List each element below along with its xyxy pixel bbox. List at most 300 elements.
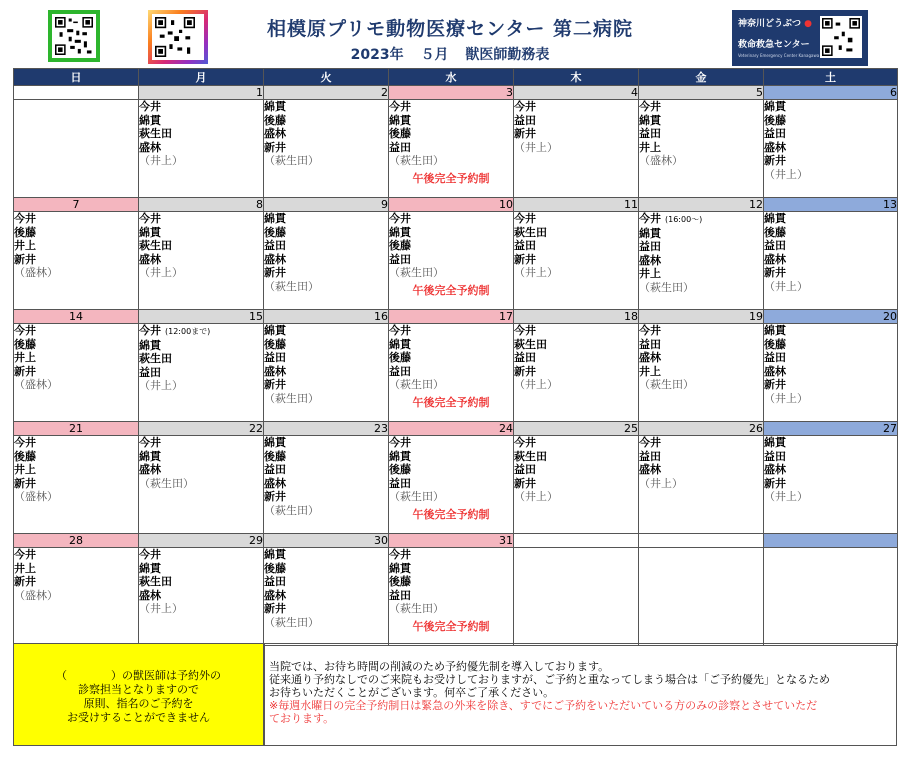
staff-row <box>14 548 898 646</box>
vet-name-text: 盛林 <box>639 351 661 365</box>
day-cell <box>514 212 639 310</box>
reservation-only-note: 午後完全予約制 <box>412 171 490 185</box>
vet-name-text: 綿貫 <box>389 449 411 463</box>
non-reservation-vet: （井上） <box>139 154 183 168</box>
vet-name <box>264 490 388 504</box>
vet-name-text: 萩生田 <box>139 575 172 589</box>
subtitle-label: 獣医師勤務表 <box>465 47 550 63</box>
vet-name <box>264 127 388 141</box>
vet-name <box>764 114 897 128</box>
vet-name <box>14 575 138 589</box>
date-row <box>14 198 898 212</box>
legend-line: （ ）の獣医師は予約外の <box>56 669 221 682</box>
non-reservation-vet: （萩生田） <box>264 391 319 405</box>
day-cell <box>14 548 139 646</box>
vet-name-text: 綿貫 <box>764 436 786 449</box>
vet-name-text: 益田 <box>264 239 286 253</box>
weekday-header-row <box>14 69 898 86</box>
vet-name-text: 綿貫 <box>264 212 286 225</box>
date-number: 28 <box>14 534 139 548</box>
vet-name-text: 今井 <box>14 324 36 337</box>
day-cell <box>639 100 764 198</box>
line-qr-code[interactable] <box>48 10 100 62</box>
vet-name-text: 盛林 <box>264 588 286 602</box>
vet-name-text: 今井 <box>14 436 36 449</box>
vet-name-text: 今井 <box>139 436 161 449</box>
non-reservation-vet: （井上） <box>514 140 558 154</box>
vet-name <box>764 226 897 240</box>
vet-name <box>14 338 138 352</box>
date-number: 4 <box>514 86 639 100</box>
vet-name <box>514 365 638 379</box>
instagram-qr-code[interactable] <box>148 10 208 64</box>
vet-name-text: 今井 <box>14 212 36 225</box>
badge-line-2: 救命救急センター <box>738 40 810 50</box>
vet-name-text: 盛林 <box>639 463 661 477</box>
vet-name <box>389 477 513 491</box>
vet-name-text: 益田 <box>389 476 411 490</box>
badge-line-3: Veterinary Emergency Center Kanagawa <box>738 53 820 58</box>
vet-name-text: 綿貫 <box>264 548 286 561</box>
vet-name <box>764 154 897 168</box>
vet-name <box>389 589 513 603</box>
emergency-qr-code[interactable] <box>820 16 862 58</box>
heart-icon: ● <box>804 19 813 29</box>
vet-name <box>264 365 388 379</box>
vet-name-text: 綿貫 <box>264 100 286 113</box>
vet-name <box>514 351 638 365</box>
vet-name-text: 綿貫 <box>139 561 161 575</box>
date-number: 15 <box>139 310 264 324</box>
month-label: ５月 <box>420 47 449 63</box>
vet-name <box>389 365 513 379</box>
vet-name-text: 綿貫 <box>139 113 161 127</box>
vet-name <box>389 226 513 240</box>
vet-name <box>139 548 263 562</box>
schedule-subtitle <box>300 44 600 64</box>
vet-name <box>264 562 388 576</box>
date-row <box>14 422 898 436</box>
date-number: 11 <box>514 198 639 212</box>
vet-name-text: 綿貫 <box>264 436 286 449</box>
staff-row <box>14 100 898 198</box>
date-number: 2 <box>264 86 389 100</box>
vet-name-text: 後藤 <box>264 561 286 575</box>
reservation-only-note: 午後完全予約制 <box>412 619 490 633</box>
vet-name <box>14 226 138 240</box>
vet-name-text: 今井 <box>389 548 411 561</box>
day-cell <box>264 436 389 534</box>
vet-name <box>514 114 638 128</box>
vet-name-text: 今井 <box>389 324 411 337</box>
vet-name-text: 後藤 <box>264 337 286 351</box>
vet-name-text: 新井 <box>14 252 36 266</box>
date-number <box>514 534 639 548</box>
vet-name <box>264 548 388 562</box>
vet-name <box>264 463 388 477</box>
vet-name-text: 綿貫 <box>389 337 411 351</box>
day-cell <box>514 324 639 422</box>
non-reservation-vet: （萩生田） <box>264 154 319 168</box>
weekday-5: 金 <box>639 69 764 86</box>
vet-name-text: 後藤 <box>764 113 786 127</box>
date-row <box>14 310 898 324</box>
day-cell <box>639 548 764 646</box>
vet-name <box>764 463 897 477</box>
vet-name-text: 益田 <box>514 113 536 127</box>
day-cell <box>139 212 264 310</box>
vet-name <box>514 436 638 450</box>
date-number: 10 <box>389 198 514 212</box>
year-label: 2023年 <box>350 47 404 63</box>
non-reservation-vet: （萩生田） <box>639 378 694 392</box>
vet-name-text: 益田 <box>389 588 411 602</box>
vet-name-text: 後藤 <box>14 449 36 463</box>
non-reservation-vet: （井上） <box>764 490 808 504</box>
vet-name-text: 今井 <box>139 324 161 337</box>
date-number: 30 <box>264 534 389 548</box>
vet-name-text: 今井 <box>139 212 161 225</box>
date-number: 26 <box>639 422 764 436</box>
vet-name-text: 今井 <box>514 100 536 113</box>
vet-name <box>14 324 138 338</box>
vet-name <box>389 212 513 226</box>
vet-name <box>389 436 513 450</box>
day-cell <box>14 212 139 310</box>
date-number <box>14 86 139 100</box>
date-number: 3 <box>389 86 514 100</box>
vet-name <box>14 436 138 450</box>
vet-name <box>514 100 638 114</box>
vet-name-text: 後藤 <box>14 225 36 239</box>
vet-name <box>389 450 513 464</box>
notice-line: 従来通り予約なしでのご来院もお受けしておりますが、ご予約と重なってしまう場合は「ご予約優先」となるため <box>269 673 830 686</box>
vet-name <box>389 351 513 365</box>
date-number: 21 <box>14 422 139 436</box>
non-reservation-vet: （萩生田） <box>264 615 319 629</box>
day-cell <box>14 324 139 422</box>
vet-name-text: 盛林 <box>764 364 786 378</box>
non-reservation-vet: （萩生田） <box>264 503 319 517</box>
vet-name-text: 今井 <box>514 212 536 225</box>
date-number: 17 <box>389 310 514 324</box>
vet-name <box>514 239 638 253</box>
day-cell <box>389 548 514 646</box>
vet-name <box>764 450 897 464</box>
vet-name-text: 益田 <box>764 127 786 141</box>
vet-name <box>639 212 763 227</box>
vet-name-text: 盛林 <box>764 252 786 266</box>
vet-name <box>639 463 763 477</box>
date-number <box>639 534 764 548</box>
vet-name-text: 益田 <box>639 337 661 351</box>
vet-name <box>764 239 897 253</box>
vet-name <box>514 324 638 338</box>
weekday-2: 火 <box>264 69 389 86</box>
vet-name <box>14 463 138 477</box>
vet-name <box>139 562 263 576</box>
date-number: 22 <box>139 422 264 436</box>
vet-name-text: 益田 <box>639 449 661 463</box>
non-reservation-vet: （井上） <box>764 391 808 405</box>
vet-name <box>639 351 763 365</box>
date-number: 1 <box>139 86 264 100</box>
calendar-table <box>13 68 898 646</box>
vet-name <box>139 366 263 380</box>
vet-name <box>139 226 263 240</box>
vet-name-text: 新井 <box>514 364 536 378</box>
vet-name <box>139 450 263 464</box>
vet-name-text: 盛林 <box>264 127 286 141</box>
vet-name-text: 綿貫 <box>389 561 411 575</box>
day-cell <box>139 100 264 198</box>
day-cell <box>264 100 389 198</box>
day-cell <box>639 324 764 422</box>
vet-name-text: 益田 <box>264 463 286 477</box>
date-row <box>14 534 898 548</box>
day-cell <box>389 100 514 198</box>
vet-name-text: 益田 <box>389 252 411 266</box>
vet-name <box>764 100 897 114</box>
vet-name <box>764 378 897 392</box>
date-number: 23 <box>264 422 389 436</box>
vet-name-text: 今井 <box>14 548 36 561</box>
vet-name <box>389 548 513 562</box>
vet-name <box>139 212 263 226</box>
vet-name <box>764 266 897 280</box>
day-cell <box>764 100 898 198</box>
non-reservation-vet: （萩生田） <box>389 602 444 616</box>
vet-name <box>264 436 388 450</box>
non-reservation-vet: （井上） <box>139 266 183 280</box>
day-cell <box>514 100 639 198</box>
non-reservation-vet: （盛林） <box>14 588 58 602</box>
vet-name-text: 綿貫 <box>639 113 661 127</box>
vet-name-text: 後藤 <box>389 239 411 253</box>
date-number: 24 <box>389 422 514 436</box>
vet-name-text: 新井 <box>264 140 286 154</box>
vet-name <box>264 212 388 226</box>
vet-name <box>139 239 263 253</box>
notice-line: お待ちいただくことがございます。何卒ご了承ください。 <box>269 686 555 699</box>
non-reservation-vet: （盛林） <box>14 378 58 392</box>
vet-name <box>264 477 388 491</box>
vet-name <box>389 463 513 477</box>
date-number: 14 <box>14 310 139 324</box>
vet-name-text: 益田 <box>389 364 411 378</box>
notice-line: 当院では、お待ち時間の削減のため予約優先制を導入しております。 <box>269 660 610 673</box>
vet-name <box>139 339 263 353</box>
vet-name <box>264 602 388 616</box>
non-reservation-vet: （井上） <box>764 279 808 293</box>
vet-name-text: 新井 <box>764 476 786 490</box>
reservation-only-note: 午後完全予約制 <box>412 507 490 521</box>
date-number: 25 <box>514 422 639 436</box>
vet-name-text: 後藤 <box>14 337 36 351</box>
vet-name-text: 新井 <box>264 266 286 280</box>
vet-name <box>639 114 763 128</box>
vet-name-text: 盛林 <box>639 253 661 267</box>
vet-name <box>264 324 388 338</box>
day-cell <box>139 324 264 422</box>
vet-name <box>764 127 897 141</box>
vet-name-text: 今井 <box>639 212 661 225</box>
vet-name-text: 井上 <box>14 561 36 575</box>
vet-name <box>764 338 897 352</box>
non-reservation-vet: （萩生田） <box>389 490 444 504</box>
day-cell <box>389 324 514 422</box>
vet-name-text: 益田 <box>264 575 286 589</box>
vet-name-text: 後藤 <box>389 463 411 477</box>
non-reservation-vet: （井上） <box>764 167 808 181</box>
day-cell <box>764 548 898 646</box>
vet-name <box>764 477 897 491</box>
legend-line: 原則、指名のご予約を <box>83 697 194 710</box>
vet-name-text: 今井 <box>639 436 661 449</box>
vet-name-text: 盛林 <box>264 252 286 266</box>
vet-name-text: 今井 <box>514 324 536 337</box>
vet-name-text: 萩生田 <box>139 352 172 366</box>
vet-name <box>264 226 388 240</box>
non-reservation-vet: （井上） <box>139 379 183 393</box>
vet-name <box>764 324 897 338</box>
vet-name-text: 盛林 <box>764 140 786 154</box>
vet-name <box>639 267 763 281</box>
vet-name <box>14 365 138 379</box>
vet-name-text: 益田 <box>514 463 536 477</box>
notice-warning-line: ※毎週水曜日の完全予約制日は緊急の外来を除き、すでにご予約をいただいている方のみの診察とさせていただ <box>269 699 818 712</box>
vet-name <box>264 351 388 365</box>
vet-name-text: 綿貫 <box>139 338 161 352</box>
vet-name-text: 後藤 <box>264 449 286 463</box>
legend-line: 診察担当となりますので <box>78 683 199 696</box>
vet-name-text: 益田 <box>764 351 786 365</box>
vet-name-text: 盛林 <box>139 588 161 602</box>
day-cell <box>264 212 389 310</box>
vet-name <box>14 239 138 253</box>
vet-name-text: 益田 <box>264 351 286 365</box>
weekday-0: 日 <box>14 69 139 86</box>
date-number: 7 <box>14 198 139 212</box>
date-number: 19 <box>639 310 764 324</box>
vet-name-text: 今井 <box>139 100 161 113</box>
date-number: 13 <box>764 198 898 212</box>
vet-name <box>764 436 897 450</box>
vet-name-text: 綿貫 <box>264 324 286 337</box>
reservation-only-note: 午後完全予約制 <box>412 395 490 409</box>
vet-name <box>514 127 638 141</box>
vet-name <box>514 253 638 267</box>
vet-name-text: 綿貫 <box>639 226 661 240</box>
vet-name-text: 盛林 <box>139 252 161 266</box>
vet-name <box>639 240 763 254</box>
vet-name <box>389 100 513 114</box>
vet-name <box>139 575 263 589</box>
vet-name-text: 益田 <box>764 239 786 253</box>
vet-name-text: 益田 <box>639 127 661 141</box>
vet-name-text: 今井 <box>139 548 161 561</box>
vet-name-text: 後藤 <box>764 337 786 351</box>
vet-name <box>14 450 138 464</box>
day-cell <box>514 548 639 646</box>
vet-name-text: 新井 <box>14 476 36 490</box>
vet-name <box>389 562 513 576</box>
date-number: 16 <box>264 310 389 324</box>
vet-name <box>264 239 388 253</box>
vet-name-text: 綿貫 <box>139 225 161 239</box>
vet-name-text: 後藤 <box>389 575 411 589</box>
vet-name <box>264 141 388 155</box>
vet-name-text: 今井 <box>389 212 411 225</box>
vet-name-text: 綿貫 <box>764 212 786 225</box>
weekday-3: 水 <box>389 69 514 86</box>
vet-name <box>139 114 263 128</box>
vet-name <box>264 114 388 128</box>
vet-name <box>14 351 138 365</box>
legend-line: お受けすることができません <box>67 711 210 724</box>
vet-name-text: 後藤 <box>264 113 286 127</box>
vet-name <box>139 253 263 267</box>
vet-name <box>389 324 513 338</box>
non-reservation-vet: （萩生田） <box>389 266 444 280</box>
vet-name-text: 井上 <box>14 239 36 253</box>
vet-name <box>139 324 263 339</box>
vet-name <box>389 127 513 141</box>
vet-name-text: 新井 <box>514 252 536 266</box>
date-number: 9 <box>264 198 389 212</box>
vet-name-text: 後藤 <box>764 225 786 239</box>
vet-name <box>14 253 138 267</box>
vet-name <box>389 575 513 589</box>
date-row <box>14 86 898 100</box>
vet-name <box>514 463 638 477</box>
date-number: 27 <box>764 422 898 436</box>
vet-name <box>139 463 263 477</box>
day-cell <box>264 548 389 646</box>
non-reservation-vet: （盛林） <box>14 490 58 504</box>
vet-name <box>264 253 388 267</box>
vet-name <box>639 338 763 352</box>
day-cell <box>389 436 514 534</box>
vet-name <box>514 477 638 491</box>
vet-name-text: 益田 <box>389 140 411 154</box>
emergency-center-badge[interactable] <box>732 10 868 66</box>
non-reservation-vet: （萩生田） <box>139 476 194 490</box>
vet-name <box>764 141 897 155</box>
staff-row <box>14 212 898 310</box>
vet-name-text: 新井 <box>264 378 286 392</box>
vet-name-text: 今井 <box>389 436 411 449</box>
weekday-1: 月 <box>139 69 264 86</box>
vet-name-text: 萩生田 <box>139 239 172 253</box>
vet-name-text: 益田 <box>514 351 536 365</box>
vet-name <box>514 338 638 352</box>
vet-name <box>264 100 388 114</box>
date-number: 18 <box>514 310 639 324</box>
vet-name <box>639 450 763 464</box>
staff-row <box>14 324 898 422</box>
vet-name <box>639 254 763 268</box>
date-number: 20 <box>764 310 898 324</box>
vet-name <box>264 589 388 603</box>
vet-name-text: 新井 <box>14 575 36 589</box>
date-number: 6 <box>764 86 898 100</box>
vet-name <box>14 562 138 576</box>
vet-name-text: 綿貫 <box>389 113 411 127</box>
vet-name <box>639 127 763 141</box>
date-number: 29 <box>139 534 264 548</box>
vet-name <box>14 548 138 562</box>
